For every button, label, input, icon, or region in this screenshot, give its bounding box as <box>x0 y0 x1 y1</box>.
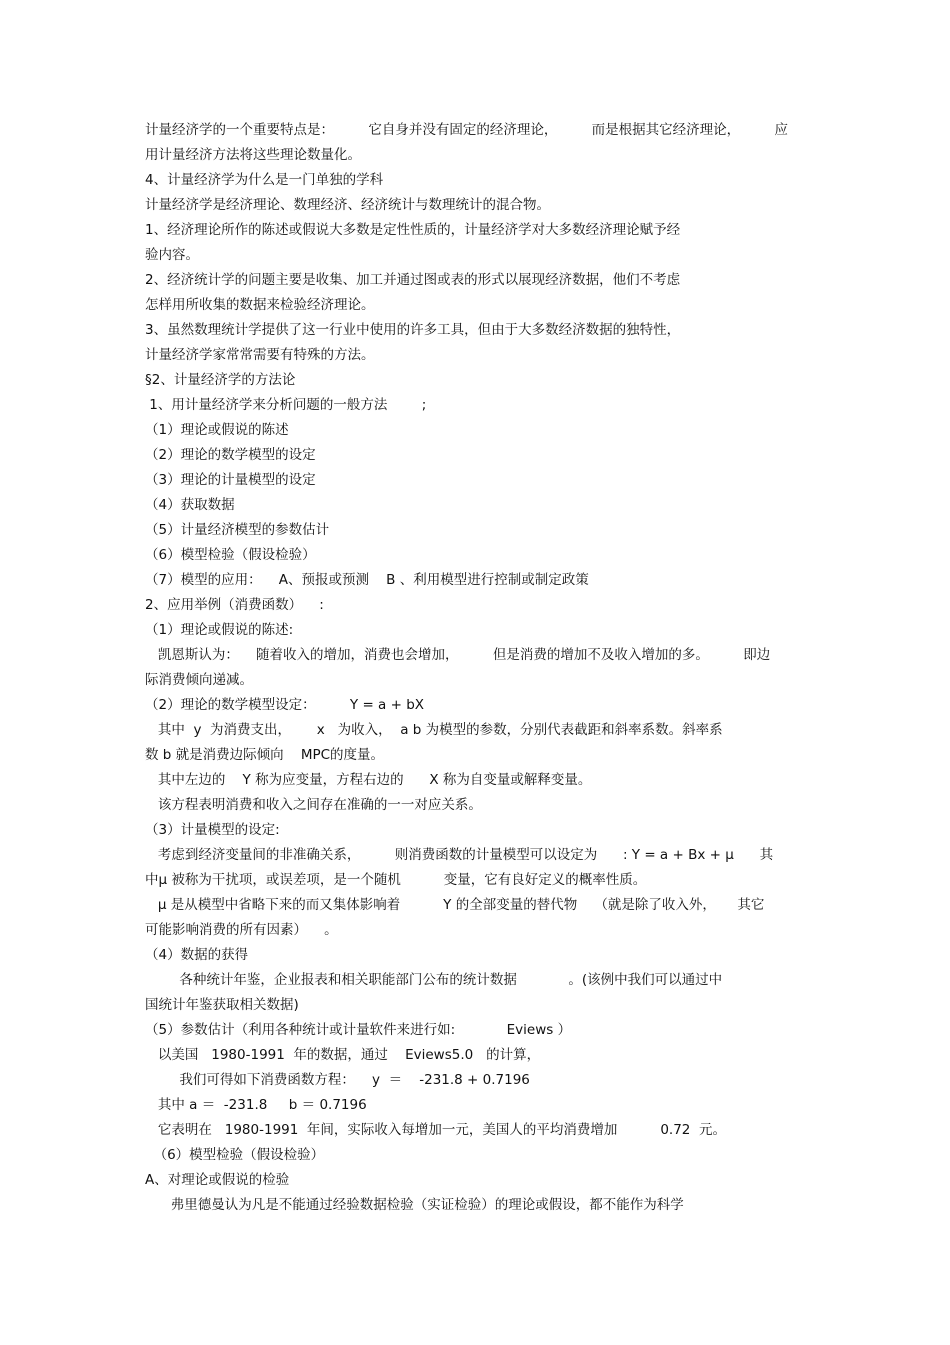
text-line: 可能影响消费的所有因素） 。 <box>145 922 338 938</box>
text-line: 计量经济学的一个重要特点是： 它自身并没有固定的经济理论， 而是根据其它经济理论， 应 <box>145 122 788 138</box>
list-item: （5）计量经济模型的参数估计 <box>145 522 330 538</box>
text-line: A、对理论或假说的检验 <box>145 1172 290 1188</box>
text-line: 2、经济统计学的问题主要是收集、加工并通过图或表的形式以展现经济数据，他们不考虑 <box>145 272 681 288</box>
text-line: 弗里德曼认为凡是不能通过经验数据检验（实证检验）的理论或假设，都不能作为科学 <box>145 1197 684 1213</box>
text-line: 它表明在 1980-1991 年间，实际收入每增加一元，美国人的平均消费增加 0.72 元。 <box>145 1122 726 1138</box>
list-item: （2）理论的数学模型的设定 <box>145 447 316 463</box>
text-line: 怎样用所收集的数据来检验经济理论。 <box>145 297 375 313</box>
text-line: 数 b 就是消费边际倾向 MPC的度量。 <box>145 747 385 763</box>
list-item: （4）数据的获得 <box>145 947 249 963</box>
text-line: 3、虽然数理统计学提供了这一行业中使用的许多工具，但由于大多数经济数据的独特性， <box>145 322 681 338</box>
list-item: （2）理论的数学模型设定： Y = a + bX <box>145 697 425 713</box>
list-item: （4）获取数据 <box>145 497 235 513</box>
text-line: 该方程表明消费和收入之间存在准确的一一对应关系。 <box>145 797 482 813</box>
text-line: 中μ 被称为干扰项，或误差项，是一个随机 变量，它有良好定义的概率性质。 <box>145 872 647 888</box>
text-line: 国统计年鉴获取相关数据) <box>145 997 299 1013</box>
text-line: 4、计量经济学为什么是一门单独的学科 <box>145 172 384 188</box>
list-item: （7）模型的应用： A、预报或预测 B 、利用模型进行控制或制定政策 <box>145 572 589 588</box>
text-line: 验内容。 <box>145 247 199 263</box>
text-line: 2、应用举例（消费函数） : <box>145 597 324 613</box>
list-item: （3）计量模型的设定: <box>145 822 280 838</box>
text-line: 1、用计量经济学来分析问题的一般方法 ; <box>145 397 427 413</box>
list-item: （5）参数估计（利用各种统计或计量软件来进行如: Eviews ） <box>145 1022 572 1038</box>
text-line: 其中 a ＝ -231.8 b ＝ 0.7196 <box>145 1097 367 1113</box>
text-line: μ 是从模型中省略下来的而又集体影响着 Y 的全部变量的替代物 （就是除了收入外， 其它 <box>145 897 765 913</box>
text-line: 计量经济学家常常需要有特殊的方法。 <box>145 347 375 363</box>
list-item: （6）模型检验（假设检验） <box>145 547 316 563</box>
text-line: 其中左边的 Y 称为应变量，方程右边的 X 称为自变量或解释变量。 <box>145 772 592 788</box>
text-line: 计量经济学是经济理论、数理经济、经济统计与数理统计的混合物。 <box>145 197 550 213</box>
list-item: （6）模型检验（假设检验） <box>145 1147 325 1163</box>
list-item: （1）理论或假说的陈述: <box>145 622 294 638</box>
text-line: 际消费倾向递减。 <box>145 672 253 688</box>
text-line: 各种统计年鉴，企业报表和相关职能部门公布的统计数据 。(该例中我们可以通过中 <box>145 972 723 988</box>
section-heading: §2、计量经济学的方法论 <box>145 372 296 388</box>
text-line: 其中 y 为消费支出， x 为收入， a b 为模型的参数，分别代表截距和斜率系数。斜率系 <box>145 722 723 738</box>
text-line: 用计量经济方法将这些理论数量化。 <box>145 147 361 163</box>
equation-line: 我们可得如下消费函数方程： y ＝ -231.8 + 0.7196 <box>145 1072 530 1088</box>
text-line: 以美国 1980-1991 年的数据，通过 Eviews5.0 的计算， <box>145 1047 541 1063</box>
text-line: 1、经济理论所作的陈述或假说大多数是定性性质的，计量经济学对大多数经济理论赋予经 <box>145 222 681 238</box>
text-line: 凯恩斯认为： 随着收入的增加，消费也会增加， 但是消费的增加不及收入增加的多。 即边 <box>145 647 771 663</box>
list-item: （3）理论的计量模型的设定 <box>145 472 316 488</box>
list-item: （1）理论或假说的陈述 <box>145 422 289 438</box>
text-line: 考虑到经济变量间的非准确关系， 则消费函数的计量模型可以设定为 : Y = a + Bx + μ 其 <box>145 847 774 863</box>
